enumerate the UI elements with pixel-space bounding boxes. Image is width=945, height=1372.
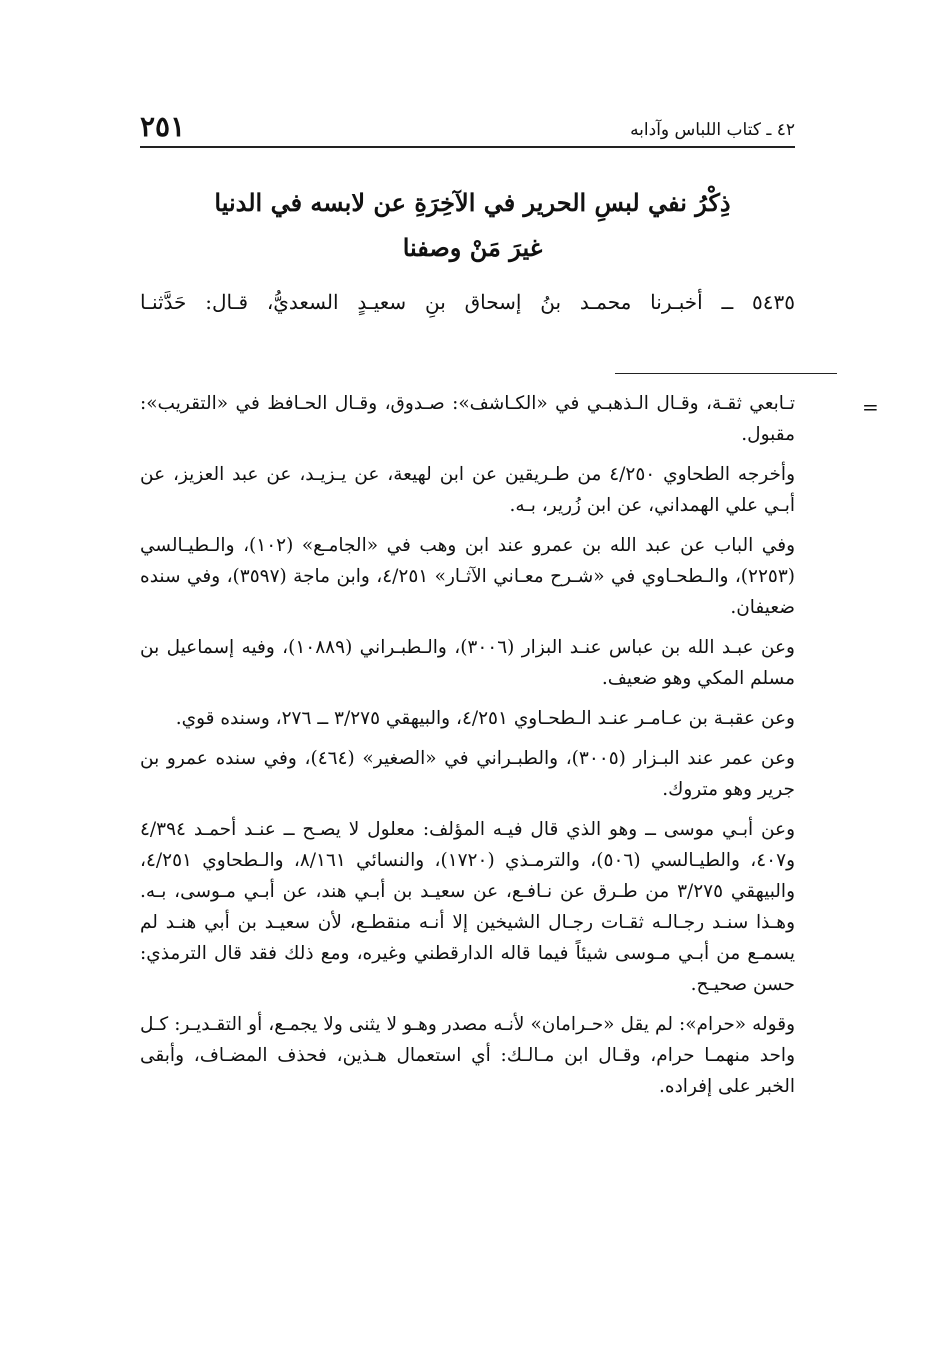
page-number: ٢٥١ — [140, 110, 186, 143]
section-title-line1: ذِكْرُ نفي لبسِ الحرير في الآخِرَةِ عن لابسه في الدنيا — [214, 188, 731, 217]
footnotes-section — [140, 388, 795, 1111]
footnote-separator — [615, 373, 837, 374]
footnote-paragraph: تـابعي ثقـة، وقـال الـذهبـي في «الكـاشف»: صـدوق، وقـال الحـافظ في «التقريب»: مقبول. — [140, 393, 795, 445]
footnote-paragraph: وأخرجه الطحاوي ٤/٢٥٠ من طـريقين عن ابن لهيعة، عن يـزيـد، عن عبد العزيز، عن أبـي علي الهمداني، عن ابن زُرير، بـه. — [140, 464, 795, 516]
continuation-mark: = — [862, 395, 879, 419]
footnote-paragraph: وعن عبـد الله بن عباس عنـد البزار (٣٠٠٦)، والـطبـراني (١٠٨٨٩)، وفيه إسماعيل بن مسلم المكي وهو ضعيف. — [140, 637, 795, 689]
footnote-paragraph: وعن أبـي موسى ــ وهو الذي قال فيـه المؤلف: معلول لا يصـح ــ عنـد أحمـد ٤/٣٩٤ و٤٠٧، والطيـالسي (٥٠٦)، والترمـذي (١٧٢٠)، والنسائي ٨/١٦١، والـطحاوي ٤/٢٥١، والبيهقي ٣/٢٧٥ من طـرق عن نـافـع، عن سعيـد بن أبـي هند، عن أبـي مـوسى، بـه. وهـذا سنـد رجـالـه ثقـات رجـال الشيخين إلا أنـه منقطـع، لأن سعيـد بن أبي هنـد لم يسمـع من أبـي مـوسى شيئاً فيما قاله الدارقطني وغيره، ومع ذلك فقد قال الترمذي: حسن صحيـح. — [140, 819, 796, 995]
running-title: ٤٢ ـ كتاب اللباس وآدابه — [630, 120, 795, 140]
footnote-paragraph: وفي الباب عن عبد الله بن عمرو عند ابن وهب في «الجامـع» (١٠٢)، والـطيـالسي (٢٢٥٣)، والـطحـاوي في «شـرح معـاني الآثـار» ٤/٢٥١، وابن ماجة (٣٥٩٧)، وفي سنده ضعيفان. — [140, 535, 796, 618]
footnote-paragraph: وعن عقبـة بن عـامـر عنـد الـطحـاوي ٤/٢٥١، والبيهقي ٣/٢٧٥ ــ ٢٧٦، وسنده قوي. — [175, 708, 795, 729]
section-title-line2: غيرَ مَنْ وصفنا — [402, 233, 543, 262]
hadith-opening-line: ٥٤٣٥ ــ أخبـرنا محمـد بنُ إسحاق بنِ سعيـدٍ السعديُّ، قـال: حَدَّثنـا — [140, 290, 795, 314]
header-rule — [140, 146, 795, 148]
footnote-paragraph: وعن عمر عند البـزار (٣٠٠٥)، والطبـراني في «الصغير» (٤٦٤)، وفي سنده عمرو بن جرير وهو متروك. — [140, 748, 795, 800]
footnote-paragraph: وقوله «حرام»: لم يقل «حـرامان» لأنـه مصدر وهـو لا يثنى ولا يجمـع، أو التقـديـر: كـل واحد منهمـا حرام، وقـال ابن مـالـك: أي استعمال هـذين، فحذف المضـاف، وأبقى الخبر على إفراده. — [140, 1014, 795, 1097]
